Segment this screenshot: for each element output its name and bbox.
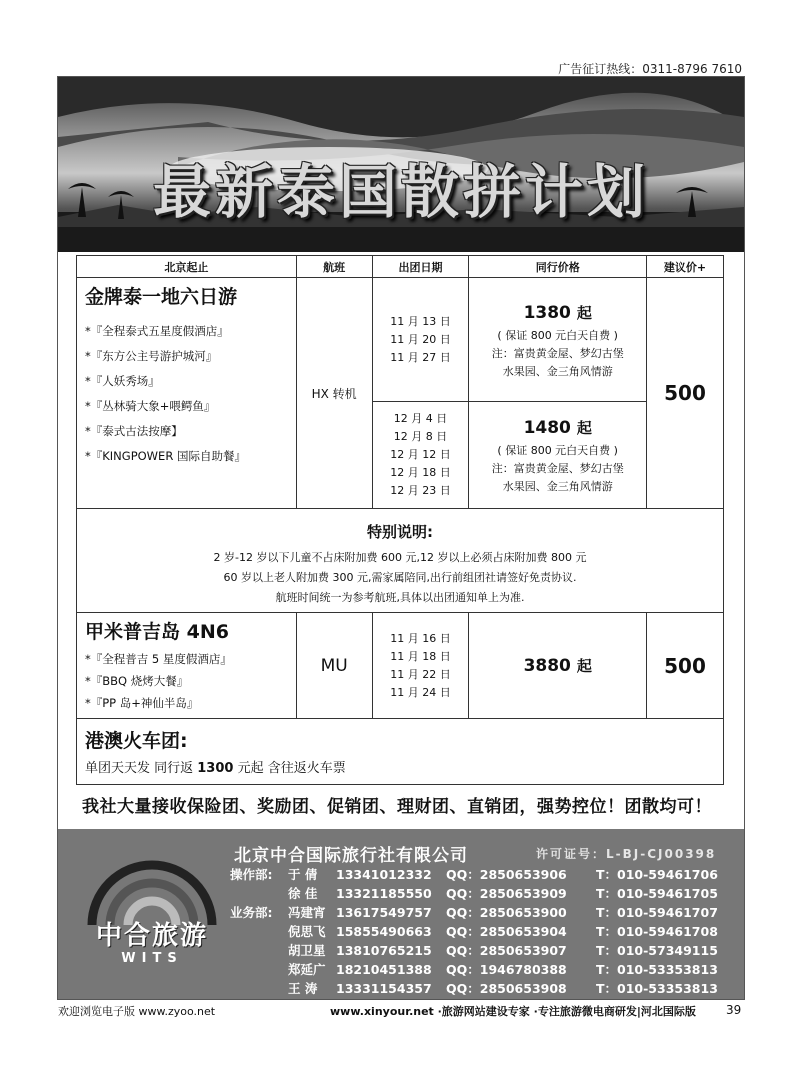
ad-hotline: 广告征订热线：0311-8796 7610	[558, 62, 742, 76]
col-header-trade-price: 同行价格	[469, 256, 647, 278]
contact-mobile: 13331154357	[336, 981, 432, 996]
contact-tel: T：010-57349115	[596, 943, 718, 958]
tour2-title: 甲米普吉岛 4N6	[85, 621, 229, 643]
contact-dept	[230, 922, 288, 941]
price-note: 水果园、金三角风情游	[502, 480, 613, 493]
price-note: ( 保证 800 元白天自费 )	[497, 444, 618, 457]
banner-title: 最新泰国散拼计划	[152, 158, 649, 226]
contact-qq: QQ：2850653907	[446, 943, 567, 958]
contact-tel: T：010-59461706	[596, 867, 718, 882]
date-item: 11 月 13 日	[390, 314, 451, 328]
price-value: 1480	[523, 418, 571, 438]
contact-tel: T：010-59461705	[596, 886, 718, 901]
price-value: 1380	[523, 302, 571, 323]
tour1-group2-price-cell	[469, 402, 647, 509]
tour1-info-cell	[77, 278, 297, 509]
tour2-price-cell	[469, 613, 647, 719]
contact-mobile: 13617549757	[336, 905, 432, 920]
contact-dept	[230, 941, 288, 960]
feature-item: *『BBQ 烧烤大餐』	[85, 674, 189, 688]
hk-train-desc	[77, 755, 723, 782]
col-header-dates: 出团日期	[372, 256, 469, 278]
contact-dept: 业务部:	[230, 905, 273, 920]
contact-name: 郑延广	[288, 962, 326, 977]
contact-qq: QQ：1946780388	[446, 962, 567, 977]
tour1-group1-price-cell	[469, 278, 647, 402]
contact-qq: QQ：2850653900	[446, 905, 567, 920]
hk-price: 1300	[197, 760, 234, 776]
price-note: 水果园、金三角风情游	[502, 364, 613, 378]
hk-desc-part: 单团天天发 同行返	[85, 760, 198, 776]
feature-item: *『PP 岛+神仙半岛』	[85, 696, 199, 710]
tour1-features	[77, 313, 296, 475]
banner	[58, 77, 744, 252]
special-note-line: 2 岁-12 岁以下儿童不占床附加费 600 元,12 岁以上必须占床附加费 800 元	[213, 551, 587, 564]
page-number: 39	[726, 1003, 742, 1017]
contact-dept	[230, 884, 288, 903]
date-item: 11 月 16 日	[390, 631, 451, 645]
special-notes-title: 特别说明:	[367, 523, 433, 541]
tour2-dates	[372, 613, 469, 719]
contact-qq: QQ：2850653909	[446, 886, 567, 901]
hk-desc-part: 元起 含往返火车票	[233, 760, 346, 776]
license-number: 许可证号：L-BJ-CJ00398	[536, 847, 717, 861]
contact-tel: T：010-53353813	[596, 981, 718, 996]
contact-row	[230, 903, 740, 922]
price-note: ( 保证 800 元白天自费 )	[497, 328, 618, 342]
feature-item: *『丛林骑大象+喂鳄鱼』	[85, 399, 216, 413]
date-item: 11 月 18 日	[390, 649, 451, 663]
date-item: 11 月 22 日	[390, 667, 451, 681]
company-name: 北京中合国际旅行社有限公司	[234, 846, 468, 866]
date-item: 11 月 20 日	[390, 332, 451, 346]
feature-item: *『KINGPOWER 国际自助餐』	[85, 449, 246, 463]
tour1-recommend-price: 500	[647, 278, 724, 509]
feature-item: *『人妖秀场』	[85, 374, 160, 388]
date-item: 12 月 12 日	[390, 448, 451, 461]
tour1-group2-price	[469, 414, 646, 442]
date-item: 11 月 24 日	[390, 685, 451, 699]
contact-qq: QQ：2850653908	[446, 981, 567, 996]
col-header-flight: 航班	[296, 256, 372, 278]
contact-dept	[230, 979, 288, 998]
contact-dept: 操作部:	[230, 867, 273, 882]
price-suffix: 起	[576, 656, 592, 675]
footer-left-link[interactable]: 欢迎浏览电子版 www.zyoo.net	[58, 1005, 216, 1018]
contact-list	[230, 865, 740, 998]
tour2-flight: MU	[296, 613, 372, 719]
contact-row	[230, 865, 740, 884]
col-header-suggested-price: 建议价+	[647, 256, 724, 278]
tour-schedule-table	[76, 255, 724, 785]
tour2-price	[469, 652, 646, 680]
tour1-group1-dates	[372, 278, 469, 402]
contact-qq: QQ：2850653906	[446, 867, 567, 882]
contact-mobile: 18210451388	[336, 962, 432, 977]
contact-qq: QQ：2850653904	[446, 924, 567, 939]
date-item: 12 月 18 日	[390, 466, 451, 479]
contact-mobile: 13341012332	[336, 867, 432, 882]
table-header-row	[77, 256, 724, 278]
special-notes-cell	[77, 509, 724, 613]
date-item: 12 月 8 日	[393, 430, 448, 443]
logo-text-en: WITS	[121, 951, 183, 966]
price-suffix: 起	[576, 303, 592, 322]
contact-name: 冯建宵	[288, 905, 326, 920]
col-header-departure: 北京起止	[77, 256, 297, 278]
contact-tel: T：010-59461707	[596, 905, 718, 920]
contact-row	[230, 941, 740, 960]
hk-train-row	[77, 719, 724, 785]
date-item: 12 月 4 日	[393, 412, 448, 425]
tour1-flight: HX 转机	[296, 278, 372, 509]
tour2-row	[77, 613, 724, 719]
contact-mobile: 15855490663	[336, 924, 432, 939]
special-notes-row	[77, 509, 724, 613]
feature-item: *『东方公主号游护城河』	[85, 349, 218, 363]
tour1-title: 金牌泰一地六日游	[85, 286, 238, 308]
special-note-line: 航班时间统一为参考航班,具体以出团通知单上为准.	[275, 591, 525, 604]
contact-row	[230, 884, 740, 903]
contact-name: 徐 佳	[288, 886, 318, 901]
company-contact-box	[58, 829, 744, 999]
price-note: 注：富贵黄金屋、梦幻古堡	[491, 462, 624, 475]
special-note-line: 60 岁以上老人附加费 300 元,需家属陪同,出行前组团社请签好免责协议.	[223, 571, 577, 584]
logo-text: 中合旅游	[95, 921, 208, 951]
slogan: 我社大量接收保险团、奖励团、促销团、理财团、直销团，强势控位！团散均可！	[82, 797, 712, 817]
ad-sheet	[57, 76, 745, 1000]
tour2-recommend-price: 500	[647, 613, 724, 719]
tour1-row-a	[77, 278, 724, 402]
contact-tel: T：010-53353813	[596, 962, 718, 977]
feature-item: *『泰式古法按摩】	[85, 424, 183, 438]
date-item: 11 月 27 日	[390, 350, 451, 364]
contact-tel: T：010-59461708	[596, 924, 718, 939]
contact-mobile: 13321185550	[336, 886, 432, 901]
tour1-group1-price	[469, 299, 646, 327]
contact-name: 王 涛	[288, 981, 318, 996]
contact-name: 于 倩	[288, 867, 318, 882]
contact-mobile: 13810765215	[336, 943, 432, 958]
feature-item: *『全程泰式五星度假酒店』	[85, 324, 229, 338]
date-item: 12 月 23 日	[390, 484, 451, 497]
tour1-group2-dates	[372, 402, 469, 509]
hk-train-title: 港澳火车团:	[85, 729, 188, 752]
contact-name: 倪思飞	[288, 924, 326, 939]
hk-train-cell	[77, 719, 724, 785]
contact-row	[230, 922, 740, 941]
price-value: 3880	[523, 655, 571, 676]
company-logo	[72, 857, 232, 977]
contact-name: 胡卫星	[288, 943, 326, 958]
tour2-info-cell	[77, 613, 297, 719]
footer-middle-link[interactable]: www.xinyour.net ·旅游网站建设专家 ·专注旅游微电商研发|河北国际版	[330, 1005, 696, 1018]
contact-row	[230, 979, 740, 998]
contact-row	[230, 960, 740, 979]
contact-dept	[230, 960, 288, 979]
price-note: 注：富贵黄金屋、梦幻古堡	[491, 346, 624, 360]
price-suffix: 起	[576, 419, 592, 437]
feature-item: *『全程普吉 5 星度假酒店』	[85, 652, 232, 666]
